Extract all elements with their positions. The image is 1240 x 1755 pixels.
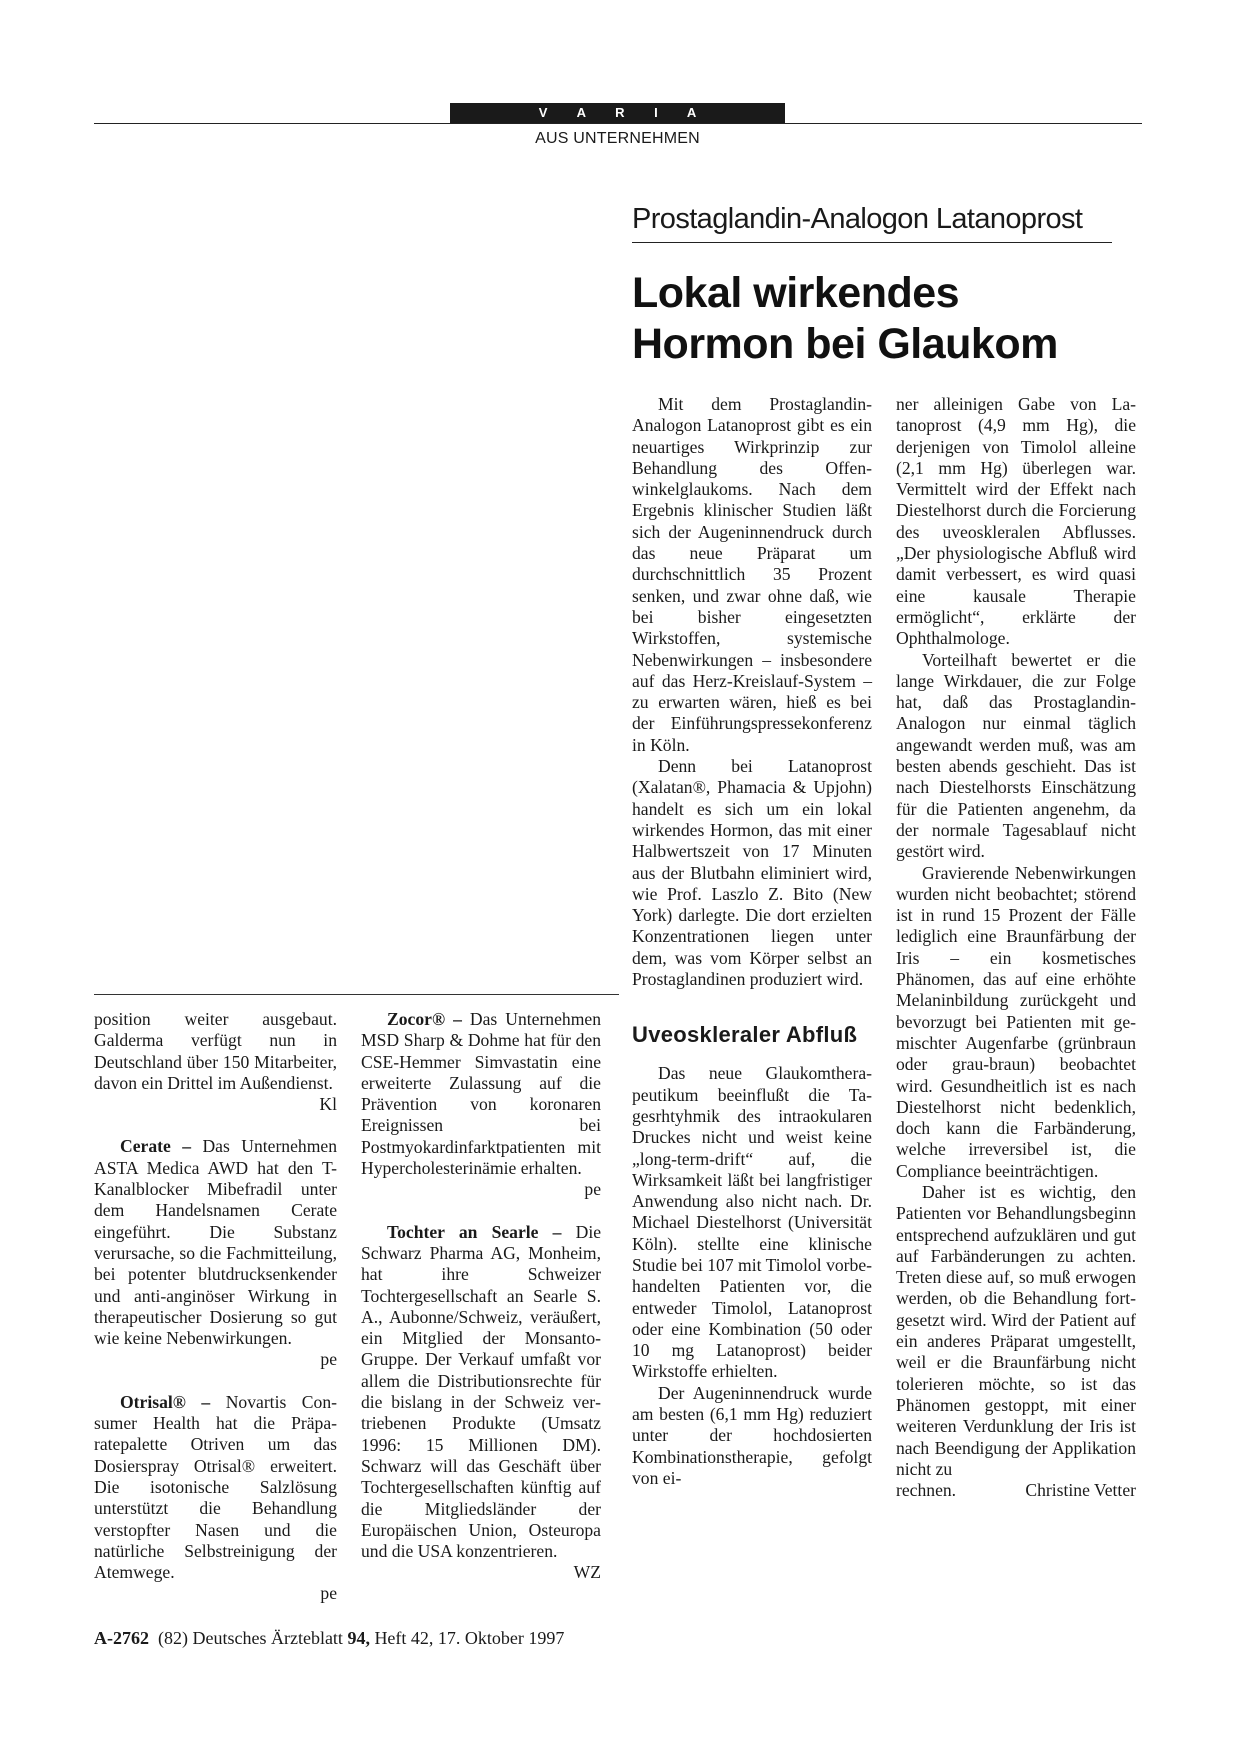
article-paragraph: Gravierende Nebenwirkungen wurden nicht beobachtet; störend ist in rund 15 Prozent der Fälle lediglich eine Braunfärbung der Iris – ein kosmetisches Phänomen, das auf eine erhöhte Melaninbildung zurückgeht und bevorzugt bei Patienten mit gemischter Augenfarbe (grünbraun oder grau-braun) beobachtet wird. Gesundheitlich ist es nach Diestelhorst nicht bedenklich, doch kann die Farbänderung, welche irreversibel ist, die Compliance beeinträchtigen. — [896, 862, 1136, 1181]
page-number: A-2762 — [94, 1628, 149, 1648]
news-column-right — [361, 1009, 601, 1584]
news-item-galderma — [94, 1009, 337, 1115]
header-rule — [94, 123, 1142, 124]
news-item-zocor — [361, 1009, 601, 1201]
article-column-1 — [632, 394, 872, 1489]
news-item-otrisal — [94, 1392, 337, 1605]
article-last-word: rechnen. — [896, 1480, 957, 1501]
news-text: Novartis Consumer Health hat die Präparatepalette Otriven um das Dosierspray Otrisal® erweitert. Die isotonische Salzlösung unterstützt die Behandlung verstopfter Nasen und die natürliche Selbstreinigung der Atemwege. — [94, 1391, 337, 1583]
news-title: Otrisal® – — [120, 1391, 211, 1412]
news-item-cerate — [94, 1136, 337, 1370]
article-paragraph: Mit dem Prostaglandin-Analogon Latanoprost gibt es ein neuartiges Wirkprinzip zur Behandlung des Offenwinkelglaukoms. Nach dem Ergebnis klinischer Studien läßt sich der Augeninnendruck durch das neue Präparat um durchschnittlich 35 Prozent senken, und zwar ohne daß, wie bei bisher eingesetzten Wirkstoffen, systemische Nebenwirkungen – insbesondere auf das Herz-Kreislauf-System – zu erwarten wären, hieß es bei der Einführungspressekonferenz in Köln. — [632, 394, 872, 755]
article-closing-line — [896, 1480, 1136, 1501]
article-paragraph: Das neue Glaukomtherapeutikum beeinflußt die Tagesrhtyhmik des intraokularen Druckes nicht und weist keine „long-term-drift“ auf, die Wirksamkeit läßt bei langfristiger Anwendung also nicht nach. Dr. Michael Diestelhorst (Universität Köln). stellte eine klinische Studie bei 107 mit Timolol vorbehandelten Patienten vor, die entweder Timolol, Latanoprost oder eine Kombination (50 oder 10 mg Latanoprost) beider Wirkstoffe erhielten. — [632, 1063, 872, 1382]
article-paragraph: ner alleinigen Gabe von Latanoprost (4,9 mm Hg), die derjenigen von Timolol alleine (2,1 mm Hg) überlegen war. Vermittelt wird der Effekt nach Diestelhorst durch die Forcierung des uveoskleralen Abflusses. „Der physiologische Abfluß wird damit verbessert, es wird quasi eine kausale Therapie ermöglicht“, erklärte der Ophthalmologe. — [896, 394, 1136, 649]
article-headline — [632, 268, 1152, 370]
news-signature: WZ — [573, 1562, 601, 1583]
article-paragraph: Der Augeninnendruck wurde am besten (6,1 mm Hg) reduziert unter der hochdosierten Kombinationstherapie, gefolgt von ei- — [632, 1382, 872, 1488]
news-title: Zocor® – — [387, 1009, 462, 1029]
article-column-2 — [896, 394, 1136, 1501]
page-footer — [94, 1628, 564, 1649]
section-banner — [450, 103, 785, 123]
news-title: Tochter an Searle – — [387, 1221, 562, 1242]
issue-label: (82) Deutsches Ärzteblatt — [158, 1628, 343, 1648]
news-signature: pe — [584, 1179, 601, 1200]
section-label: V A R I A — [538, 105, 710, 120]
news-text: Das Unternehmen ASTA Medica AWD hat den T-Kanalblocker Mibefradil unter dem Handelsnamen Cerate eingeführt. Die Substanz verursache, so die Fachmitteilung, bei potenter blutdrucksenkender und anti-anginöser Wirkung in therapeutischer Dosierung so gut wie keine Nebenwirkungen. — [94, 1136, 337, 1349]
news-signature: pe — [320, 1583, 337, 1604]
news-text: position weiter ausgebaut. Galderma verfügt nun in Deutschland über 150 Mitarbeiter, davon ein Drittel im Außendienst. — [94, 1009, 337, 1093]
article-subheading: Uveoskleraler Abfluß — [632, 1022, 858, 1048]
news-signature: pe — [320, 1349, 337, 1370]
article-paragraph: Denn bei Latanoprost (Xalatan®, Phamacia & Upjohn) handelt es sich um ein lokal wirkendes Hormon, das mit einer Halbwertszeit von 17 Minuten aus der Blutbahn eliminiert wird, wie Prof. Laszlo Z. Bito (New York) darlegte. Die dort erzielten Konzentrationen liegen unter dem, was vom Körper selbst an Prostaglandinen produziert wird. — [632, 756, 872, 990]
volume-number: 94, — [347, 1628, 370, 1648]
headline-line-2: Hormon bei Glaukom — [632, 320, 1058, 368]
news-column-left — [94, 1009, 337, 1605]
article-author: Christine Vetter — [1025, 1480, 1136, 1501]
article-kicker: Prostaglandin-Analogon Latanoprost — [632, 203, 1083, 235]
news-signature: Kl — [319, 1094, 337, 1115]
kicker-rule — [632, 242, 1112, 243]
news-title: Cerate – — [120, 1136, 192, 1157]
issue-date: Heft 42, 17. Oktober 1997 — [374, 1628, 565, 1648]
news-divider — [94, 994, 619, 995]
subsection-label: AUS UNTERNEHMEN — [535, 130, 700, 147]
news-text: Die Schwarz Pharma AG, Monheim, hat ihre Schweizer Tochtergesellschaft an Searle S. A., Aubonne/Schweiz, veräußert, ein Mitglied der Monsanto-Gruppe. Der Verkauf umfaßt vor allem die Distributionsrechte für die bislang in der Schweiz vertriebenen Produkte (Umsatz 1996: 15 Millionen DM). Schwarz will das Geschäft über Tochtergesellschaften künftig auf die Mitgliedsländer der Europäischen Union, Osteuropa und die USA konzentrieren. — [361, 1221, 602, 1562]
news-item-searle — [361, 1222, 601, 1584]
news-text: Das Unternehmen MSD Sharp & Dohme hat für den CSE-Hemmer Simvastatin eine erweiterte Zulassung auf die Prävention von koronaren Ereignissen bei Postmyokardinfarktpatienten mit Hypercholesterinämie erhalten. — [361, 1009, 601, 1179]
article-paragraph: Vorteilhaft bewertet er die lange Wirkdauer, die zur Folge hat, daß das Prostaglandin-Analogon nur einmal täglich angewandt werden muß, was am besten abends geschieht. Das ist nach Diestelhorsts Einschätzung für die Patienten angenehm, da der normale Tagesablauf nicht gestört wird. — [896, 649, 1136, 862]
article-paragraph: Daher ist es wichtig, den Patienten vor Behandlungsbeginn entsprechend aufzuklären und gut auf Farbänderungen zu achten. Treten diese auf, so muß erwogen werden, ob die Behandlung fortgesetzt wird. Wird der Patient auf ein anderes Präparat umgestellt, weil er die Braunfärbung nicht tolerieren möchte, so ist das Phänomen gestoppt, mit einer weiteren Verdunklung der Iris ist nach Beendigung der Applikation nicht zu — [896, 1181, 1136, 1479]
headline-line-1: Lokal wirkendes — [632, 269, 960, 317]
